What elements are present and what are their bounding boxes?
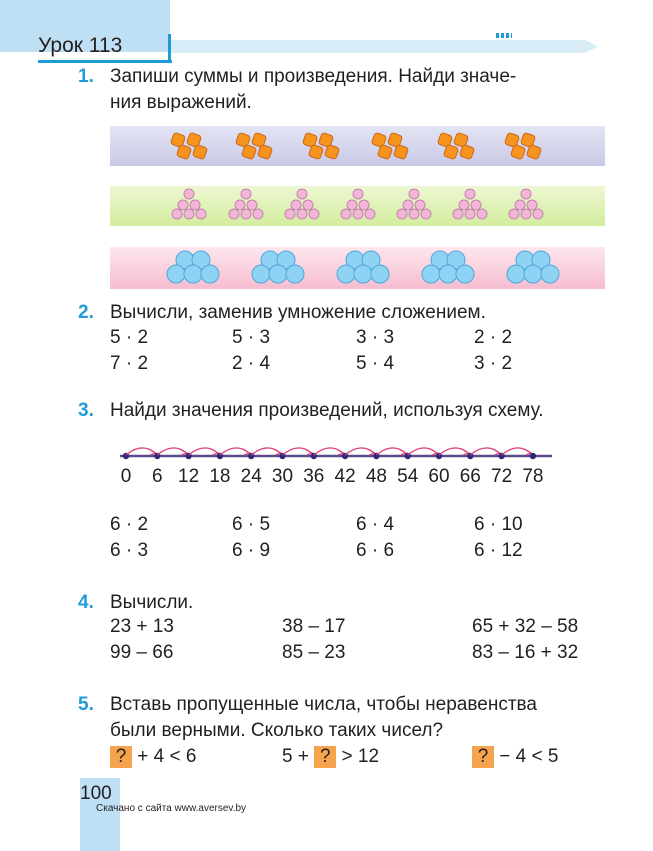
scale-label: 60 [428,466,450,487]
page-number: 100 [80,783,112,804]
button-icon [172,209,182,219]
arrow-head [369,450,374,455]
arrow-head [182,450,187,455]
arrow-head [213,450,218,455]
jump-arrow [408,448,437,455]
button-icon [515,200,525,210]
task-2-row-2 [110,353,630,379]
scale-label: 54 [397,466,419,487]
arrow-head [526,450,531,455]
button-icon [453,209,463,219]
scale-label: 18 [209,466,231,487]
button-icon [439,265,457,283]
arrow-head [307,450,312,455]
expression: 83 – 16 + 32 [472,642,579,663]
task-1-text-line1: Запиши суммы и произведения. Найди значе- [110,66,517,87]
button-icon [353,189,363,199]
button-icon [253,209,263,219]
expression: 2 · 2 [474,327,513,348]
expression: 5 · 2 [110,327,149,348]
button-icon [184,265,202,283]
task-2-row-1 [110,327,630,353]
button-icon [527,200,537,210]
button-icon [507,265,525,283]
jump-arrow [220,448,249,455]
jump-arrow [126,448,155,455]
scale-label: 0 [120,466,132,487]
task-5-number: 5. [78,694,94,715]
button-icon [465,189,475,199]
task-2-text: Вычисли, заменив умножение сложением. [110,302,486,323]
button-icon [477,209,487,219]
button-icon [297,189,307,199]
expression: 3 · 3 [356,327,395,348]
task-1-text-line2: ния выражений. [110,92,252,113]
expression: 6 · 9 [232,540,271,561]
arrow-head [463,450,468,455]
scale-label: 66 [459,466,481,487]
jump-arrow [283,448,312,455]
task-1-number: 1. [78,66,94,87]
jump-arrow [439,448,468,455]
task-5-row [110,746,630,772]
expression: 99 – 66 [110,642,174,663]
button-icon [196,209,206,219]
lesson-title: Урок 113 [38,34,172,63]
task-4-row-1 [110,616,630,642]
button-icon [471,200,481,210]
missing-number-box[interactable]: ? [110,746,132,768]
button-icon [229,209,239,219]
scale-label: 6 [152,466,163,487]
buttons-illustration [0,0,653,300]
expression: 6 · 6 [356,540,395,561]
button-icon [303,200,313,210]
expression: 38 – 17 [282,616,346,637]
inequality-1: ? + 4 < 6 [110,746,196,768]
button-icon [365,209,375,219]
jump-arrow [251,448,280,455]
button-icon [521,209,531,219]
button-icon [371,265,389,283]
scale-label: 24 [240,466,262,487]
button-icon [409,189,419,199]
task-3-number: 3. [78,400,94,421]
button-icon [241,209,251,219]
arrow-head [276,450,281,455]
scale-label: 72 [491,466,513,487]
button-icon [421,209,431,219]
arrow-head [244,450,249,455]
expression: 5 · 3 [232,327,271,348]
expression: 85 – 23 [282,642,346,663]
button-icon [247,200,257,210]
task-4-row-2 [110,642,630,668]
button-icon [341,209,351,219]
button-icon [286,265,304,283]
button-icon [285,209,295,219]
button-icon [409,209,419,219]
arrow-head [495,450,500,455]
button-icon [465,209,475,219]
scale-label: 30 [271,466,294,487]
button-icon [397,209,407,219]
expression: 6 · 5 [232,514,271,535]
expression: 6 · 12 [474,540,523,561]
button-icon [297,209,307,219]
expression: 6 · 4 [356,514,395,535]
button-icon [235,200,245,210]
button-icon [309,209,319,219]
button-icon [533,209,543,219]
button-icon [190,200,200,210]
jump-arrow [470,448,499,455]
expression: 6 · 10 [474,514,523,535]
expression: 5 · 4 [356,353,395,374]
jump-arrow [314,448,343,455]
expression: 2 · 4 [232,353,271,374]
scale-label: 48 [365,466,387,487]
number-line-scheme [0,430,653,490]
missing-number-box[interactable]: ? [314,746,336,768]
button-icon [178,200,188,210]
task-2-number: 2. [78,302,94,323]
arrow-head [432,450,437,455]
inequality-2: 5 + ? > 12 [282,746,380,767]
expression: 3 · 2 [474,353,513,374]
scale-label: 42 [334,466,356,487]
task-4-text: Вычисли. [110,592,194,613]
expression: 7 · 2 [110,353,149,374]
button-icon [184,189,194,199]
scale-label: 12 [178,466,200,487]
button-icon [241,189,251,199]
scale-label: 78 [522,466,544,487]
scale-point [530,453,536,459]
button-icon [509,209,519,219]
button-icon [201,265,219,283]
arrow-head [150,450,155,455]
arrow-head [401,450,406,455]
download-note: Скачано с сайта www.aversev.by [96,803,247,814]
button-icon [541,265,559,283]
button-icon [291,200,301,210]
task-4-number: 4. [78,592,94,613]
button-icon [359,200,369,210]
jump-arrow [502,448,531,455]
expression: 23 + 13 [110,616,174,637]
task-3-text: Найди значения произведений, используя схему. [110,400,544,421]
scale-label: 36 [303,466,325,487]
jump-arrow [376,448,405,455]
task-3-row-2 [110,540,630,566]
arrow-head [338,450,343,455]
jump-arrow [189,448,218,455]
jump-arrow [157,448,186,455]
button-icon [269,265,287,283]
button-icon [347,200,357,210]
button-icon [459,200,469,210]
jump-arrow [345,448,374,455]
button-icon [403,200,413,210]
button-icon [353,209,363,219]
expression: 6 · 2 [110,514,149,535]
task-3-row-1 [110,514,630,540]
task-5-text-line1: Вставь пропущенные числа, чтобы неравенства [110,694,537,715]
button-icon [184,209,194,219]
button-icon [337,265,355,283]
expression: 65 + 32 – 58 [472,616,579,637]
button-icon [252,265,270,283]
expression: 6 · 3 [110,540,149,561]
inequality-3: ? − 4 < 5 [472,746,558,768]
task-5-text-line2: были верными. Сколько таких чисел? [110,720,444,741]
missing-number-box[interactable]: ? [472,746,494,768]
button-icon [521,189,531,199]
button-icon [354,265,372,283]
button-icon [456,265,474,283]
button-icon [415,200,425,210]
button-icon [167,265,185,283]
button-icon [524,265,542,283]
button-icon [422,265,440,283]
